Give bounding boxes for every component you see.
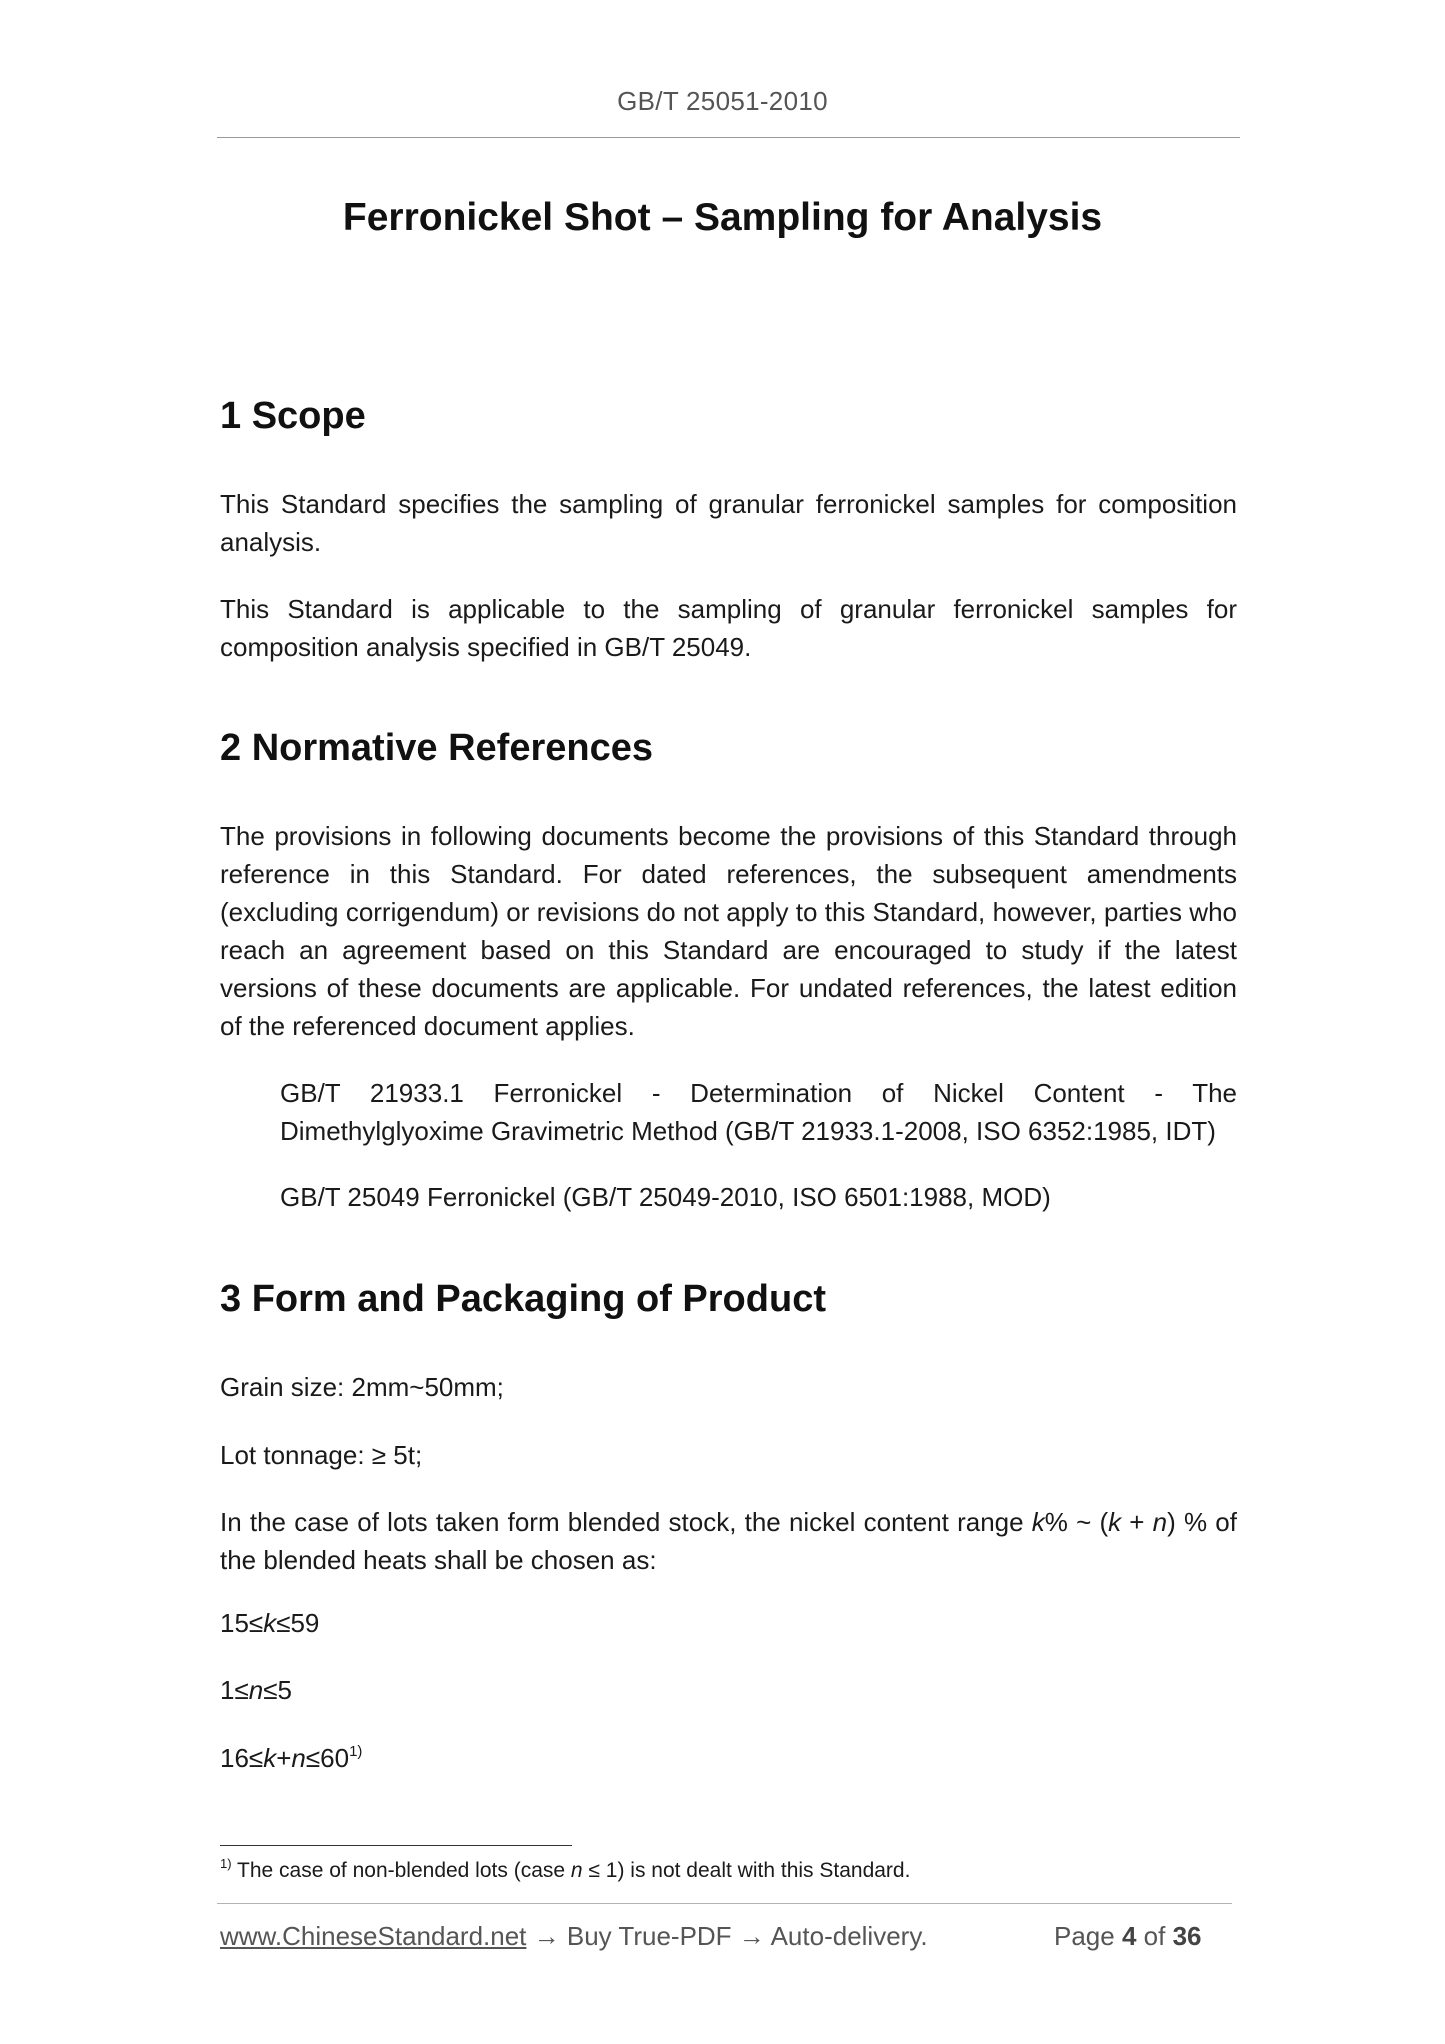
variable-k: k: [263, 1743, 277, 1773]
variable-n: n: [291, 1743, 306, 1773]
condition-text: 16≤: [220, 1743, 264, 1773]
section-heading-form-packaging: 3 Form and Packaging of Product: [220, 1278, 826, 1320]
variable-n: n: [248, 1675, 264, 1705]
blended-text-plus: +: [1121, 1507, 1153, 1537]
arrow-icon: →: [526, 1921, 567, 1951]
document-code-header: GB/T 25051-2010: [617, 86, 828, 116]
blended-stock-paragraph: [220, 1503, 1237, 1579]
total-pages: 36: [1172, 1921, 1202, 1951]
footnote: [220, 1857, 910, 1885]
grain-size-line: Grain size: 2mm~50mm;: [220, 1372, 504, 1402]
lot-tonnage-line: Lot tonnage: ≥ 5t;: [220, 1440, 423, 1470]
document-title: Ferronickel Shot – Sampling for Analysis: [342, 196, 1103, 239]
variable-k: k: [1031, 1507, 1045, 1537]
normative-reference-1: GB/T 21933.1 Ferronickel - Determination of Nickel Content - The Dimethylglyoxime Gravimetric Method (GB/T 21933.1-2008, ISO 6352:1985, IDT): [280, 1078, 1237, 1146]
footnote-text: The case of non-blended lots (case: [231, 1859, 571, 1882]
page-number: [1054, 1921, 1201, 1952]
condition-text: ≤60: [305, 1743, 350, 1773]
header-divider: [217, 137, 1240, 138]
variable-k: k: [1108, 1507, 1122, 1537]
section-heading-normative-references: 2 Normative References: [220, 727, 653, 769]
current-page: 4: [1121, 1921, 1137, 1951]
website-link[interactable]: www.ChineseStandard.net: [220, 1921, 527, 1951]
normative-paragraph: The provisions in following documents become the provisions of this Standard through reference in this Standard. For dated references, the subsequent amendments (excluding corrigendum) or revisions do not apply to this Standard, however, parties who reach an agreement based on this Standard are encouraged to study if the latest versions of these documents are applicable. For undated references, the latest edition of the referenced document applies.: [220, 821, 1237, 1041]
condition-n-range: [220, 1671, 292, 1709]
condition-text: 1≤: [220, 1675, 249, 1705]
buy-pdf-text: Buy True-PDF: [566, 1921, 732, 1951]
footnote-mark: 1): [220, 1856, 232, 1871]
scope-paragraph-2: This Standard is applicable to the sampling of granular ferronickel samples for composition analysis specified in GB/T 25049.: [220, 594, 1237, 662]
condition-k-plus-n-range: [220, 1739, 362, 1777]
arrow-icon: →: [731, 1921, 771, 1951]
variable-n: n: [1152, 1507, 1168, 1537]
scope-paragraph-1: This Standard specifies the sampling of granular ferronickel samples for composition analysis.: [220, 489, 1237, 557]
condition-text: ≤59: [276, 1608, 320, 1638]
footer-promo: [220, 1921, 928, 1952]
normative-reference-2: GB/T 25049 Ferronickel (GB/T 25049-2010, ISO 6501:1988, MOD): [280, 1182, 1051, 1212]
condition-k-range: [220, 1604, 319, 1642]
condition-text: 15≤: [220, 1608, 264, 1638]
footnote-text: ≤ 1) is not dealt with this Standard.: [582, 1859, 911, 1882]
blended-text-range: % ~ (: [1044, 1507, 1109, 1537]
blended-text-start: In the case of lots taken form blended stock, the nickel content range: [220, 1507, 1032, 1537]
variable-k: k: [263, 1608, 277, 1638]
footer-divider: [217, 1903, 1232, 1904]
of-label: of: [1136, 1921, 1173, 1951]
condition-text: +: [276, 1743, 292, 1773]
footnote-reference[interactable]: 1): [349, 1743, 363, 1760]
blended-text-end: ) % of the blended heats shall be chosen as:: [220, 1507, 1237, 1575]
auto-delivery-text: Auto-delivery.: [770, 1921, 928, 1951]
condition-text: ≤5: [263, 1675, 292, 1705]
section-heading-scope: 1 Scope: [220, 395, 366, 437]
footnote-divider: [220, 1845, 572, 1846]
page-label: Page: [1054, 1921, 1122, 1951]
variable-n: n: [570, 1859, 583, 1882]
